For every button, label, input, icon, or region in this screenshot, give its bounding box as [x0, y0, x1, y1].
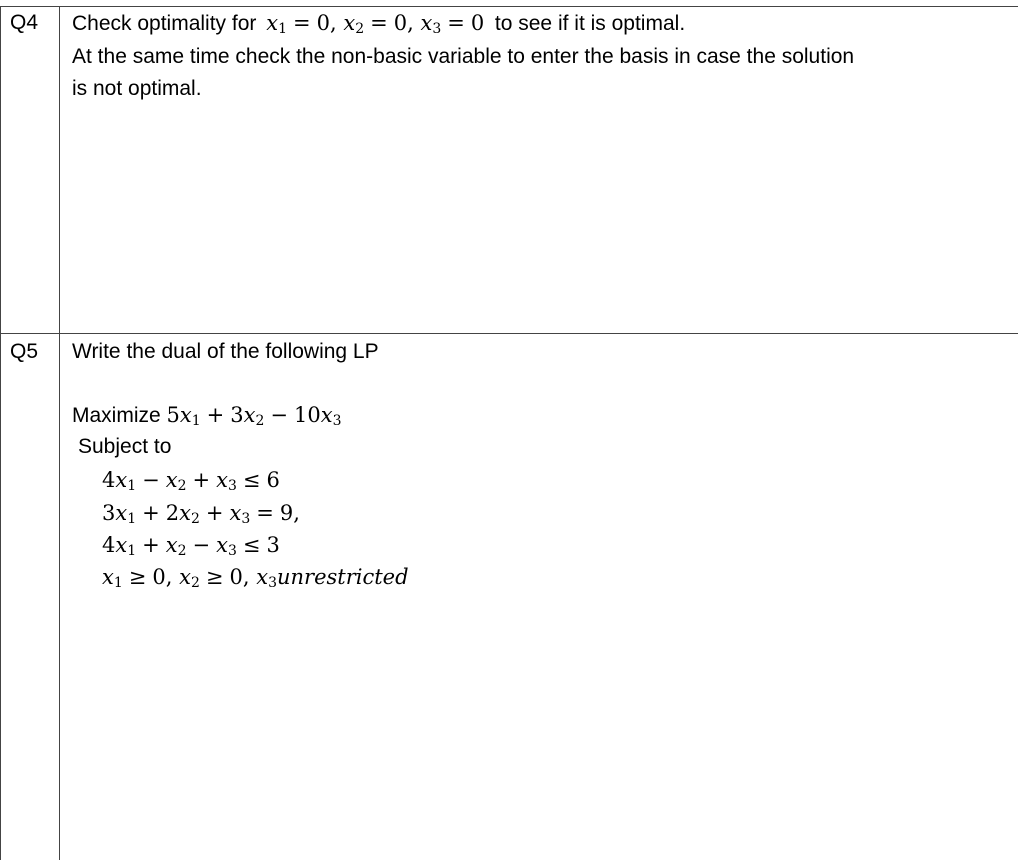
q4-intro-text-end: to see if it is optimal.	[494, 12, 686, 35]
q5-title: Write the dual of the following LP	[72, 340, 379, 363]
q5-objective-word: Maximize	[72, 404, 161, 427]
q5-constraint-3: $4x_1 + x_2 - x_3 \le 3$	[102, 533, 280, 559]
q5-constraint-1: $4x_1 - x_2 + x_3 \le 6$	[102, 468, 280, 494]
q5-objective	[72, 399, 342, 432]
q5-constraint-2: $3x_1 + 2x_2 + x_3 = 9$,	[102, 501, 300, 527]
row-divider	[0, 333, 1018, 334]
column-divider	[59, 6, 60, 860]
q4-line-2: At the same time check the non-basic variable to enter the basis in case the solution	[72, 45, 855, 68]
q4-line-3: is not optimal.	[72, 77, 202, 100]
q4-intro-text: Check optimality for	[72, 12, 257, 35]
q5-subject-to: Subject to	[78, 435, 172, 458]
question-label-q4: Q4	[10, 11, 39, 34]
q5-objective-math: $5x_1 + 3x_2 - 10x_3$	[166, 403, 342, 429]
question-label-q5: Q5	[10, 340, 39, 363]
table-left-border	[0, 6, 1, 860]
q5-sign-restrictions: $x_1 \ge 0$, $x_2 \ge 0$, $x_3unrestricted$	[102, 565, 409, 591]
q4-line-1	[72, 7, 685, 40]
q4-condition-math: $x_1 = 0$, $x_2 = 0$, $x_3 = 0$	[266, 11, 485, 37]
